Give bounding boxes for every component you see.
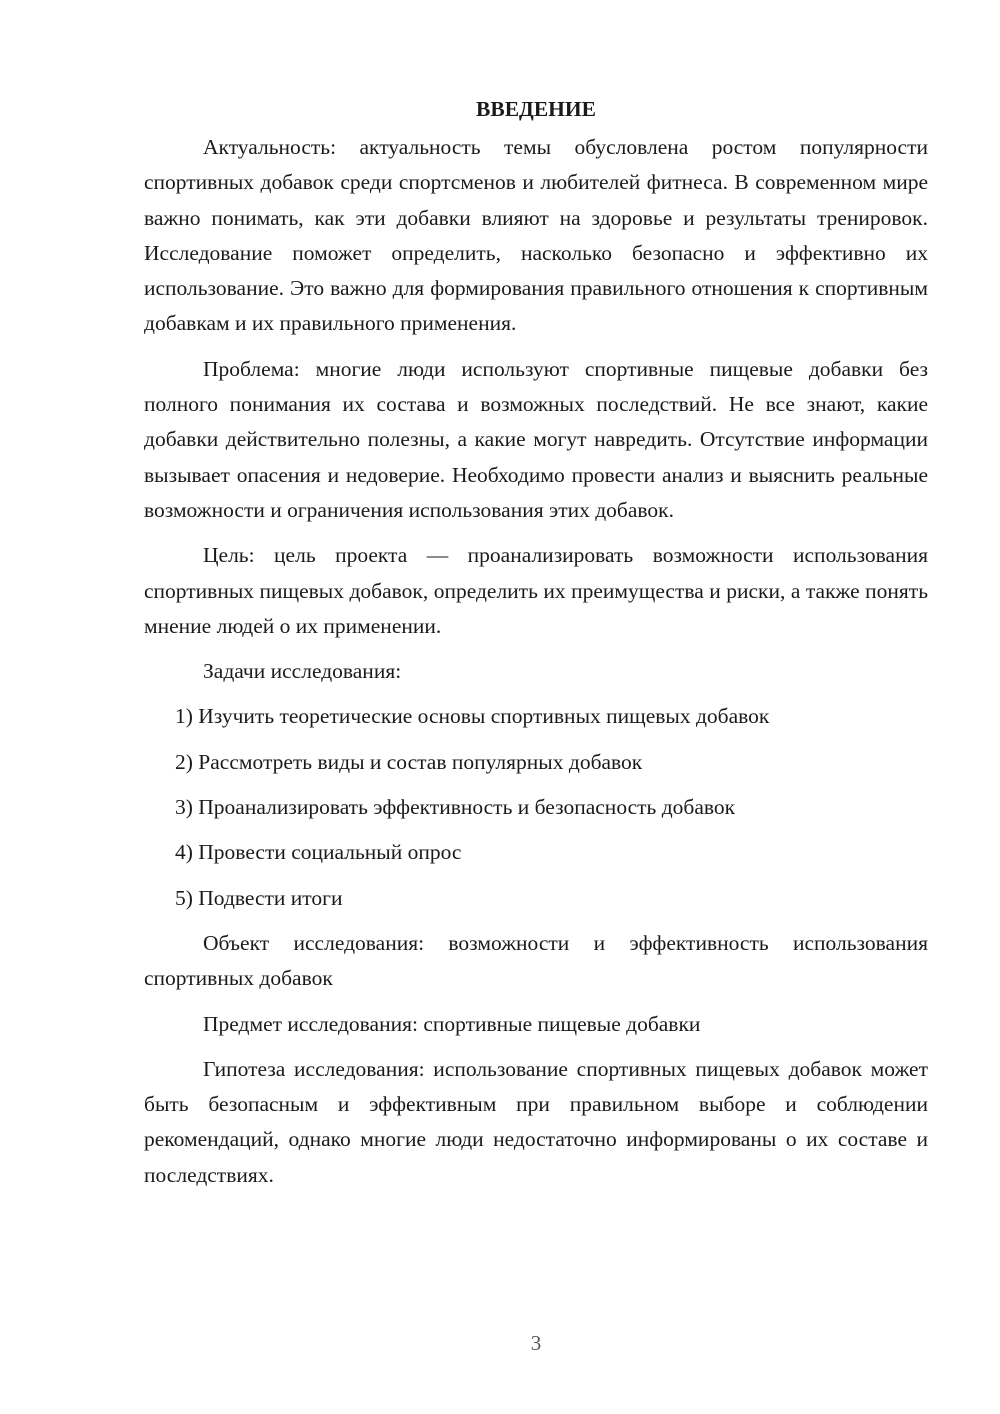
page-number: 3	[530, 1331, 542, 1355]
paragraph-goal: Цель: цель проекта — проанализировать возможности использования спортивных пищевых добавок, определить их преимущества и риски, а также понять мнение людей о их применении.	[144, 543, 928, 638]
paragraph-problem: Проблема: многие люди используют спортивные пищевые добавки без полного понимания их состава и возможных последствий. Не все знают, какие добавки действительно полезны, а какие могут навредить. Отсутствие информации вызывает опасения и недоверие. Необходимо провести анализ и выяснить реальные возможности и ограничения использования этих добавок.	[144, 356, 928, 522]
paragraph-hypothesis: Гипотеза исследования: использование спортивных пищевых добавок может быть безопасным и эффективным при правильном выборе и соблюдении рекомендаций, однако многие люди недостаточно информированы о их составе и последствиях.	[144, 1056, 928, 1187]
tasks-list	[144, 699, 928, 915]
tasks-heading: Задачи исследования:	[203, 659, 402, 684]
list-item: 2) Рассмотреть виды и состав популярных добавок	[175, 749, 643, 774]
document-page	[144, 92, 928, 1203]
paragraph-relevance: Актуальность: актуальность темы обусловлена ростом популярности спортивных добавок среди спортсменов и любителей фитнеса. В современном мире важно понимать, как эти добавки влияют на здоровье и результаты тренировок. Исследование поможет определить, насколько безопасно и эффективно их использование. Это важно для формирования правильного отношения к спортивным добавкам и их правильного применения.	[144, 135, 928, 336]
paragraph-object: Объект исследования: возможности и эффективность использования спортивных добавок	[144, 930, 928, 991]
list-item: 5) Подвести итоги	[175, 885, 343, 910]
list-item: 1) Изучить теоретические основы спортивных пищевых добавок	[175, 704, 770, 729]
section-title: ВВЕДЕНИЕ	[476, 97, 596, 121]
list-item: 4) Провести социальный опрос	[175, 840, 462, 865]
list-item: 3) Проанализировать эффективность и безопасность добавок	[175, 795, 736, 820]
paragraph-subject: Предмет исследования: спортивные пищевые добавки	[203, 1011, 701, 1036]
